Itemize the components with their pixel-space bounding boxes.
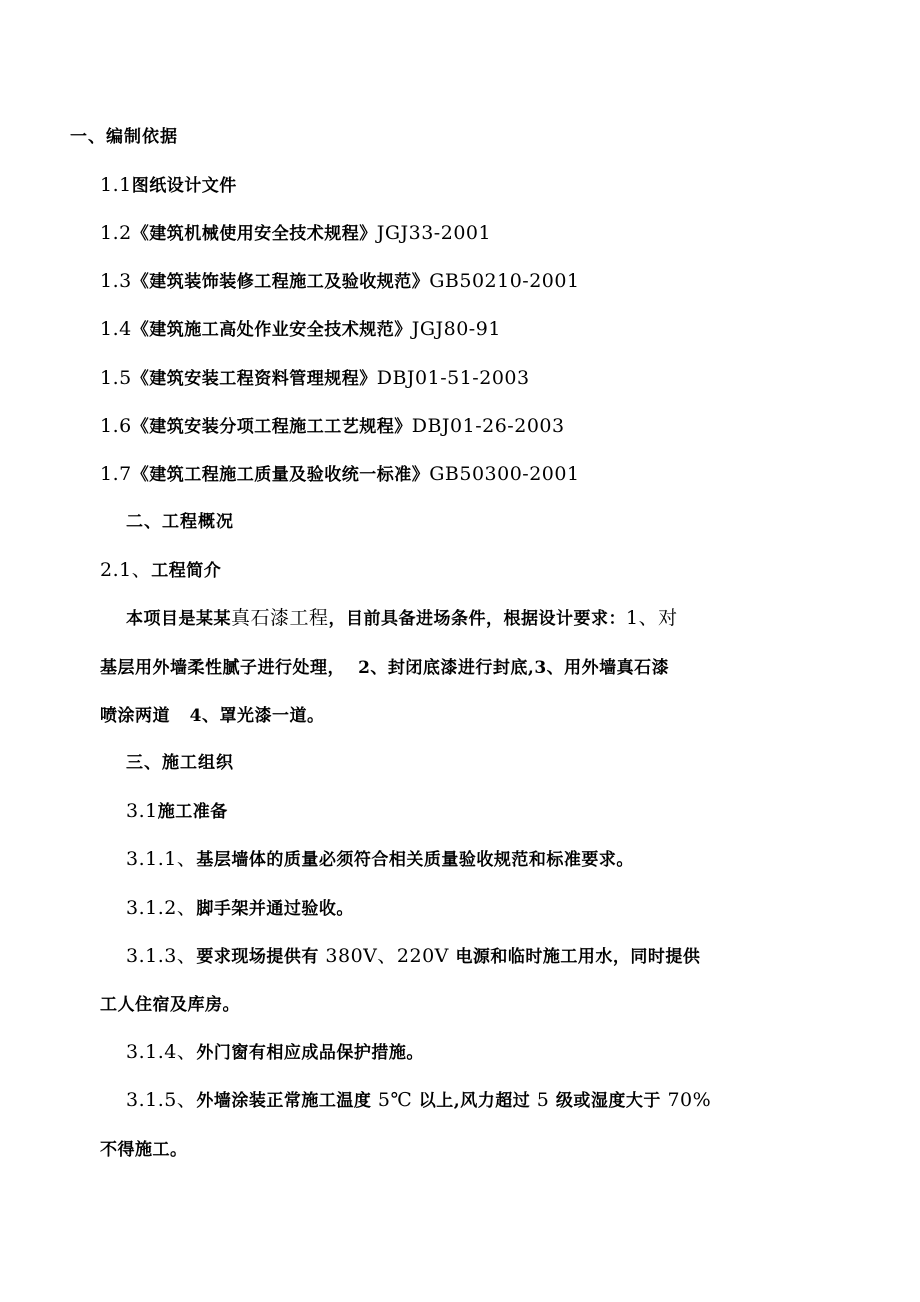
para-text: 基层用外墙柔性腻子进行处理， xyxy=(100,658,345,678)
item-text: 《建筑安装分项工程施工工艺规程》 xyxy=(131,417,412,437)
item-text: 《建筑施工高处作业安全技术规范》 xyxy=(131,320,412,340)
item-text: 图纸设计文件 xyxy=(131,176,237,196)
para-text: 2、封闭底漆进行封底, xyxy=(358,658,535,678)
item-code: GB50300-2001 xyxy=(429,463,580,485)
list-item xyxy=(126,1088,711,1113)
item-text: 基层墙体的质量必须符合相关质量验收规范和标准要求。 xyxy=(196,850,634,870)
list-item-continuation xyxy=(100,1137,188,1162)
item-number: 1.2 xyxy=(100,222,132,244)
item-text: 电源和临时施工用水，同时提供 xyxy=(455,947,701,967)
subsection-title: 工程简介 xyxy=(151,561,222,581)
item-text: 要求现场提供有 xyxy=(196,947,319,967)
item-number: 1.1 xyxy=(100,174,132,196)
list-item xyxy=(100,317,501,342)
section-1-title: 一、编制依据 xyxy=(70,127,178,147)
section-3-title: 三、施工组织 xyxy=(126,753,234,773)
subsection-number: 3.1 xyxy=(126,800,158,822)
list-item xyxy=(100,462,580,487)
list-item-continuation xyxy=(100,992,240,1017)
item-number: 1.4 xyxy=(100,318,132,340)
item-number: 1.5 xyxy=(100,367,132,389)
list-item xyxy=(126,1040,424,1065)
item-code: JGJ80-91 xyxy=(411,318,501,340)
item-text: 脚手架并通过验收。 xyxy=(196,899,354,919)
list-item xyxy=(100,173,237,198)
subsection-title: 施工准备 xyxy=(157,802,228,822)
para-text: 1、对 xyxy=(626,607,678,629)
item-code: JGJ33-2001 xyxy=(376,222,492,244)
item-number: 3.1.5、 xyxy=(126,1089,197,1111)
list-item xyxy=(100,269,580,294)
humidity: 70% xyxy=(667,1089,712,1111)
subsection-number: 2.1、 xyxy=(100,559,152,581)
item-number: 3.1.1、 xyxy=(126,848,197,870)
list-item xyxy=(100,366,530,391)
para-text-emphasis: 真石漆工程 xyxy=(231,607,329,629)
voltage: 380V、220V xyxy=(325,945,449,967)
paragraph-line xyxy=(100,655,669,680)
paragraph-line xyxy=(126,606,678,631)
item-number: 3.1.2、 xyxy=(126,897,197,919)
item-number: 1.3 xyxy=(100,270,132,292)
para-text: 喷涂两道 xyxy=(100,706,170,726)
list-item xyxy=(126,847,634,872)
section-2-title: 二、工程概况 xyxy=(126,512,234,532)
item-text: 工人住宿及库房。 xyxy=(100,995,240,1015)
item-text: 《建筑装饰装修工程施工及验收规范》 xyxy=(131,272,430,292)
list-item xyxy=(100,414,565,439)
item-text: 《建筑安装工程资料管理规程》 xyxy=(131,369,377,389)
item-text: 不得施工。 xyxy=(100,1140,188,1160)
item-text: 《建筑机械使用安全技术规程》 xyxy=(131,224,377,244)
para-text: 3、用外墙真石漆 xyxy=(534,658,670,678)
item-number: 1.6 xyxy=(100,415,132,437)
item-text: 级或湿度大于 xyxy=(555,1091,661,1111)
temperature: 5℃ xyxy=(377,1089,413,1111)
list-item xyxy=(126,896,354,921)
item-number: 1.7 xyxy=(100,463,132,485)
item-text: 以上,风力超过 xyxy=(418,1091,531,1111)
item-text: 外墙涂装正常施工温度 xyxy=(196,1091,372,1111)
item-number: 3.1.4、 xyxy=(126,1041,197,1063)
subsection-heading xyxy=(126,799,228,824)
subsection-heading xyxy=(100,558,221,583)
item-code: DBJ01-51-2003 xyxy=(376,367,530,389)
item-code: DBJ01-26-2003 xyxy=(411,415,565,437)
item-text: 《建筑工程施工质量及验收统一标准》 xyxy=(131,465,430,485)
list-item xyxy=(126,944,700,969)
para-text: 本项目是某某 xyxy=(126,609,231,629)
list-item xyxy=(100,221,491,246)
para-text: 4、罩光漆一道。 xyxy=(189,706,325,726)
paragraph-line xyxy=(100,703,324,728)
item-number: 3.1.3、 xyxy=(126,945,197,967)
item-text: 外门窗有相应成品保护措施。 xyxy=(196,1043,424,1063)
para-text: ，目前具备进场条件，根据设计要求： xyxy=(328,609,627,629)
wind-level: 5 xyxy=(536,1089,550,1111)
item-code: GB50210-2001 xyxy=(429,270,580,292)
